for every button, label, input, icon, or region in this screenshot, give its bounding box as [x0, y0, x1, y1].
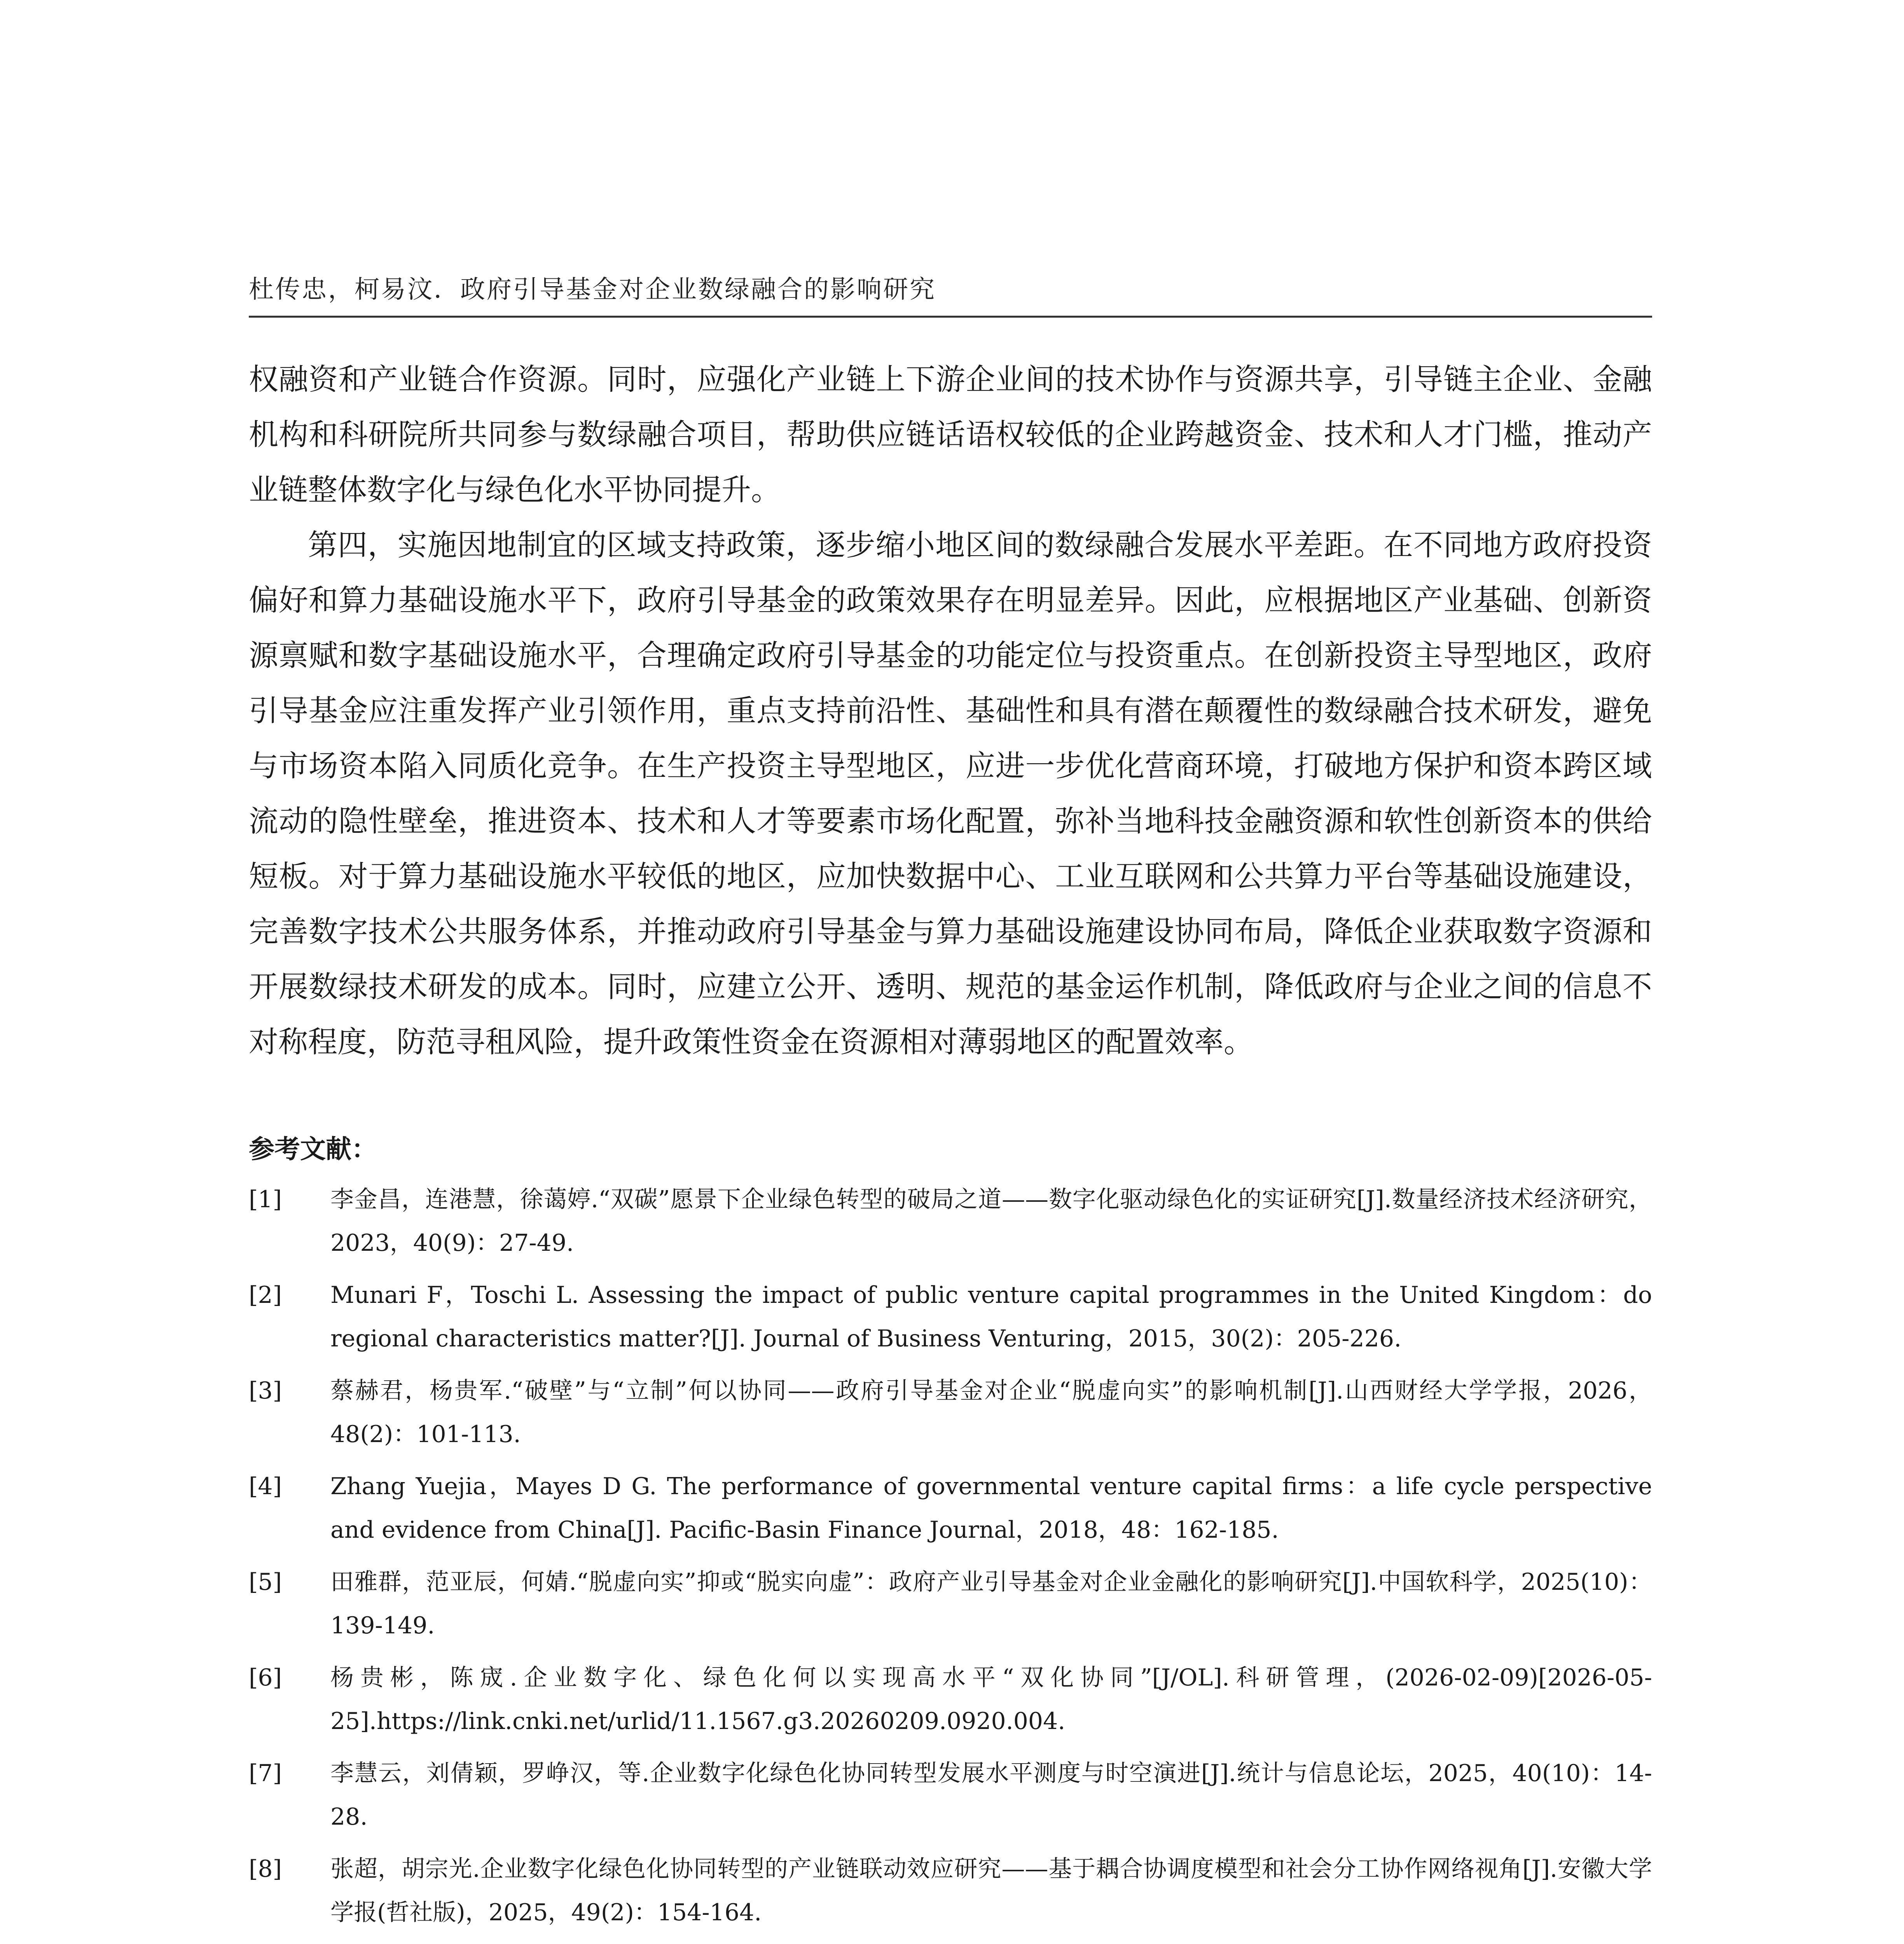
reference-item [249, 1560, 1652, 1647]
reference-number: [4] [249, 1473, 282, 1500]
article-body [249, 352, 1652, 1944]
body-paragraph: 权融资和产业链合作资源。同时，应强化产业链上下游企业间的技术协作与资源共享，引导链主企业、金融机构和科研院所共同参与数绿融合项目，帮助供应链话语权较低的企业跨越资金、技术和人才门槛，推动产业链整体数字化与绿色化水平协同提升。 [249, 362, 1652, 507]
reference-number: [3] [249, 1377, 282, 1404]
reference-number: [8] [249, 1855, 282, 1883]
reference-text: 田雅群，范亚辰，何婧.“脱虚向实”抑或“脱实向虚”：政府产业引导基金对企业金融化的影响研究[J].中国软科学，2025(10)：139-149. [330, 1568, 1652, 1639]
header-rule [249, 316, 1652, 318]
reference-number: [5] [249, 1568, 282, 1596]
body-paragraph: 第四，实施因地制宜的区域支持政策，逐步缩小地区间的数绿融合发展水平差距。在不同地方政府投资偏好和算力基础设施水平下，政府引导基金的政策效果存在明显差异。因此，应根据地区产业基础、创新资源禀赋和数字基础设施水平，合理确定政府引导基金的功能定位与投资重点。在创新投资主导型地区，政府引导基金应注重发挥产业引领作用，重点支持前沿性、基础性和具有潜在颠覆性的数绿融合技术研发，避免与市场资本陷入同质化竞争。在生产投资主导型地区，应进一步优化营商环境，打破地方保护和资本跨区域流动的隐性壁垒，推进资本、技术和人才等要素市场化配置，弥补当地科技金融资源和软性创新资本的供给短板。对于算力基础设施水平较低的地区，应加快数据中心、工业互联网和公共算力平台等基础设施建设，完善数字技术公共服务体系，并推动政府引导基金与算力基础设施建设协同布局，降低企业获取数字资源和开展数绿技术研发的成本。同时，应建立公开、透明、规范的基金运作机制，降低政府与企业之间的信息不对称程度，防范寻租风险，提升政策性资金在资源相对薄弱地区的配置效率。 [249, 528, 1652, 1059]
reference-number: [6] [249, 1664, 282, 1691]
reference-text: 李慧云，刘倩颖，罗峥汉，等.企业数字化绿色化协同转型发展水平测度与时空演进[J].统计与信息论坛，2025，40(10)：14-28. [330, 1760, 1652, 1830]
reference-item [249, 1656, 1652, 1743]
reference-text: 李金昌，连港慧，徐蔼婷.“双碳”愿景下企业绿色转型的破局之道——数字化驱动绿色化的实证研究[J].数量经济技术经济研究，2023，40(9)：27-49. [330, 1186, 1652, 1257]
running-header: 杜传忠，柯易汶．政府引导基金对企业数绿融合的影响研究 [249, 275, 936, 304]
reference-text: Munari F，Toschi L. Assessing the impact of public venture capital programmes in the United Kingdom：do regional characteristics matter?[J]. Journal of Business Venturing，2015，30(2)：205-226. [330, 1281, 1652, 1352]
reference-item [249, 1465, 1652, 1552]
reference-number: [2] [249, 1281, 282, 1309]
reference-list [249, 1178, 1652, 1944]
reference-text: Zhang Yuejia，Mayes D G. The performance of governmental venture capital firms：a life cycle perspective and evidence from China[J]. Pacific-Basin Finance Journal，2018，48：162-185. [330, 1473, 1652, 1544]
references-heading: 参考文献： [249, 1134, 377, 1164]
reference-item [249, 1178, 1652, 1265]
reference-text: 蔡赫君，杨贵军.“破壁”与“立制”何以协同——政府引导基金对企业“脱虚向实”的影响机制[J].山西财经大学学报，2026，48(2)：101-113. [330, 1377, 1652, 1448]
reference-text: 张超，胡宗光.企业数字化绿色化协同转型的产业链联动效应研究——基于耦合协调度模型和社会分工协作网络视角[J].安徽大学学报(哲社版)，2025，49(2)：154-164. [330, 1855, 1652, 1926]
reference-item [249, 1752, 1652, 1839]
reference-text: 杨贵彬，陈宬.企业数字化、绿色化何以实现高水平“双化协同”[J/OL].科研管理，(2026-02-09)[2026-05-25].https://link.cnki.net/urlid/11.1567.g3.20260209.0920.004. [330, 1664, 1652, 1735]
reference-number: [1] [249, 1186, 282, 1213]
reference-item [249, 1369, 1652, 1456]
reference-number: [7] [249, 1760, 282, 1787]
reference-item [249, 1847, 1652, 1934]
reference-item [249, 1273, 1652, 1360]
